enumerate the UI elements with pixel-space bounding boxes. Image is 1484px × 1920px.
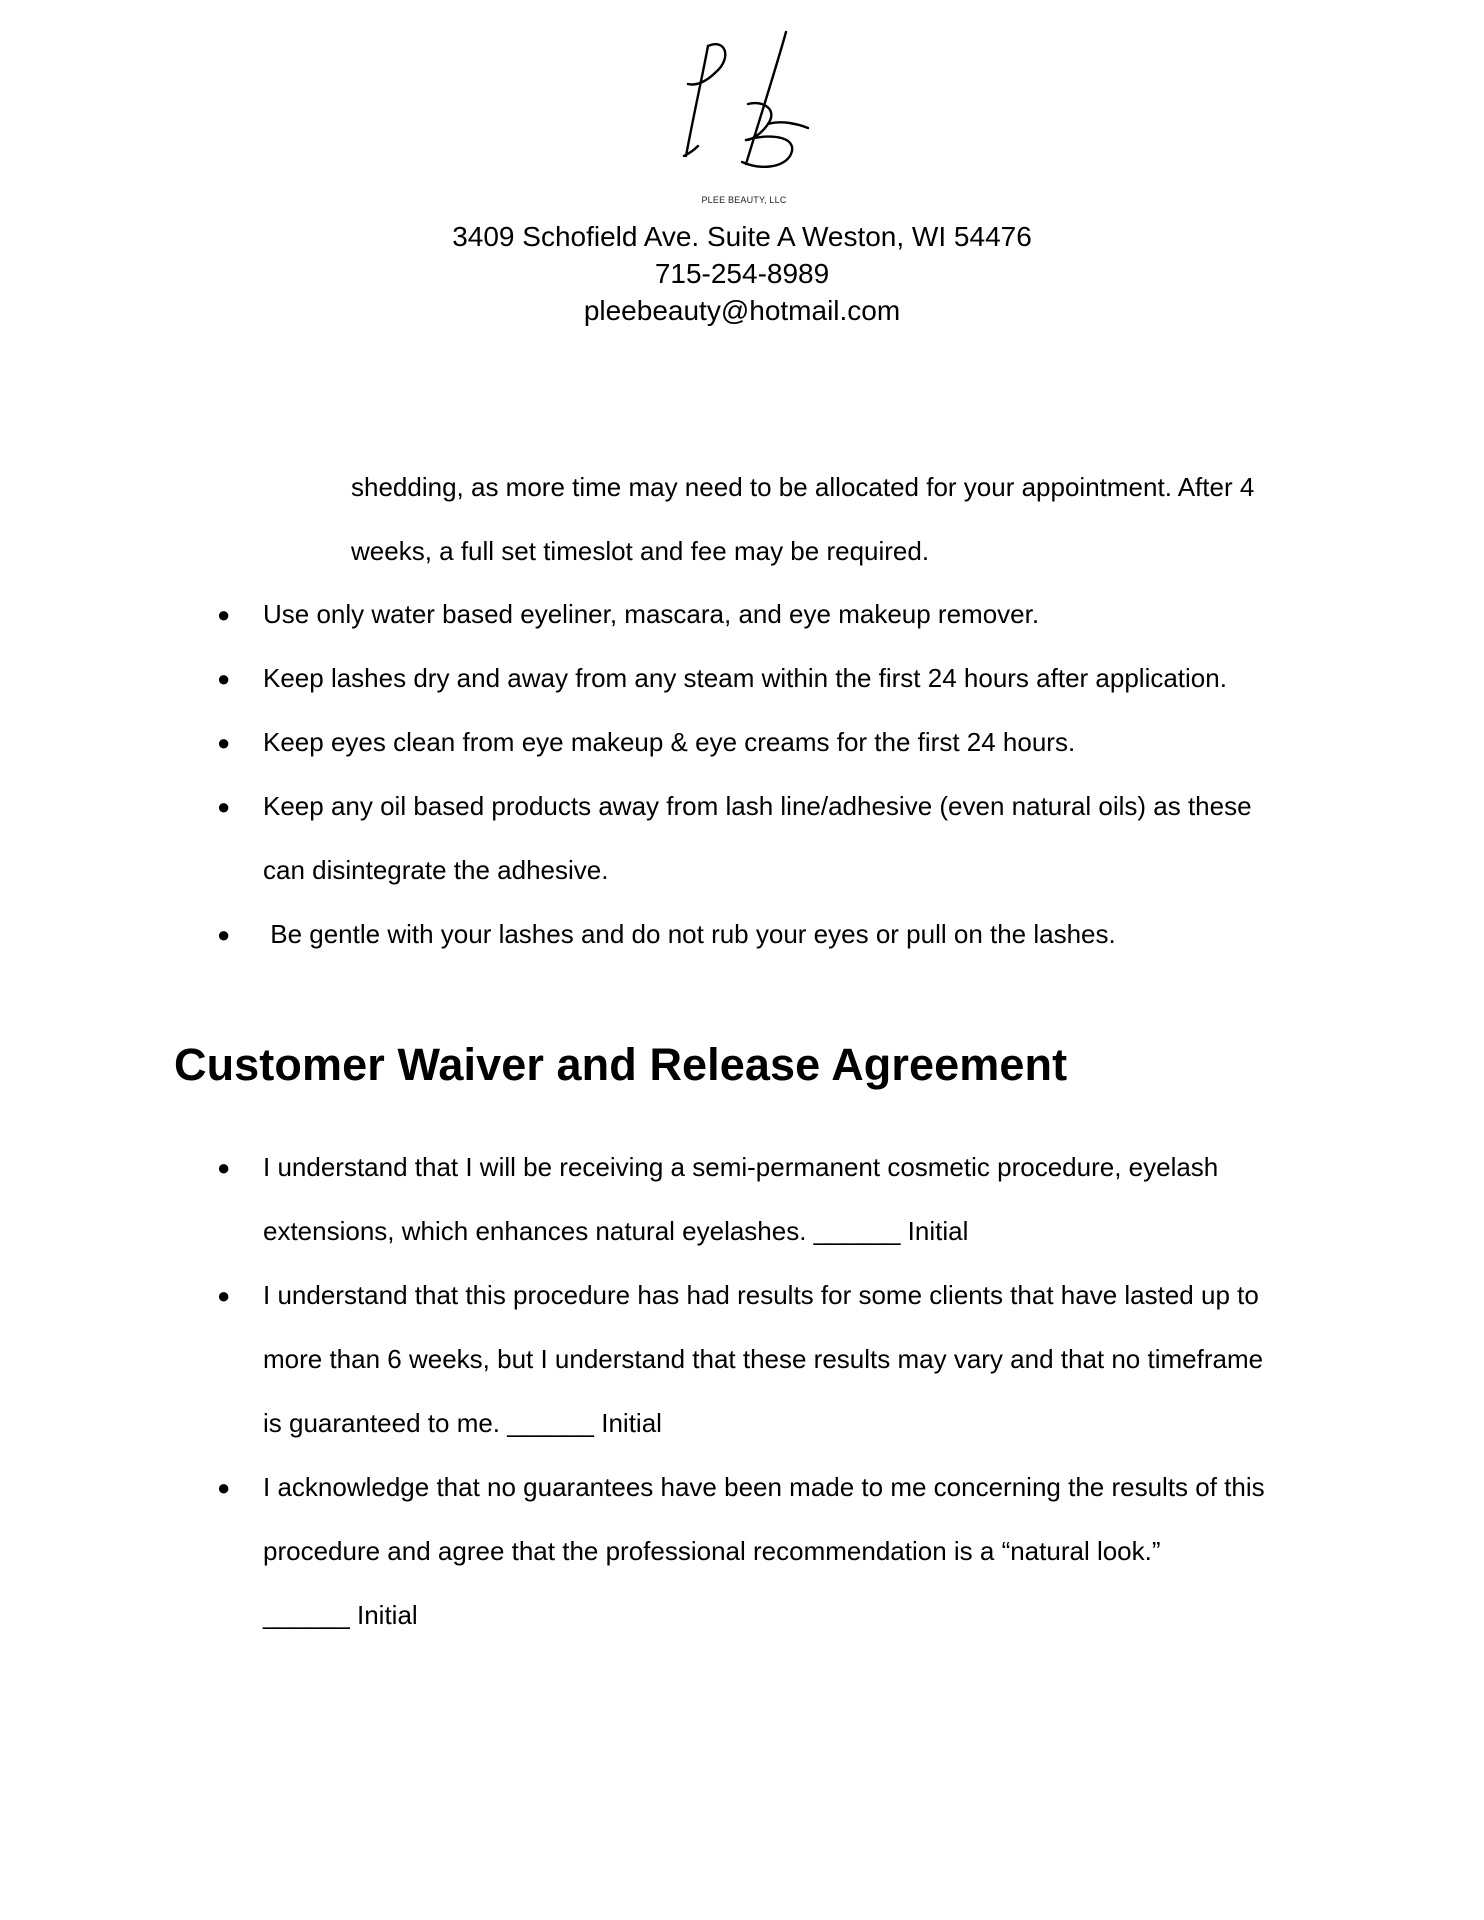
- waiver-bullet-text: ______ Initial: [263, 1600, 418, 1630]
- aftercare-bullet-text: Be gentle with your lashes and do not rub your eyes or pull on the lashes.: [263, 919, 1116, 949]
- bullet-marker: ●: [217, 1283, 231, 1308]
- waiver-heading: Customer Waiver and Release Agreement: [174, 1039, 1068, 1090]
- signature-monogram-icon: [664, 28, 824, 168]
- waiver-bullet-text: I acknowledge that no guarantees have been made to me concerning the results of this: [263, 1472, 1265, 1502]
- aftercare-bullet-text: Keep eyes clean from eye makeup & eye creams for the first 24 hours.: [263, 727, 1076, 757]
- bullet-marker: ●: [217, 1155, 231, 1180]
- aftercare-continuation-line: shedding, as more time may need to be allocated for your appointment. After 4: [351, 472, 1255, 502]
- waiver-bullet-text: I understand that I will be receiving a semi-permanent cosmetic procedure, eyelash: [263, 1152, 1219, 1182]
- plee-beauty-logo: [664, 28, 824, 168]
- bullet-marker: ●: [217, 794, 231, 819]
- bullet-marker: ●: [217, 666, 231, 691]
- waiver-bullet-text: I understand that this procedure has had results for some clients that have lasted up to: [263, 1280, 1259, 1310]
- bullet-marker: ●: [217, 1475, 231, 1500]
- aftercare-bullet-text: Keep any oil based products away from lash line/adhesive (even natural oils) as these: [263, 791, 1252, 821]
- bullet-marker: ●: [217, 922, 231, 947]
- business-address: 3409 Schofield Ave. Suite A Weston, WI 54476: [452, 221, 1032, 252]
- waiver-bullet-text: extensions, which enhances natural eyelashes. ______ Initial: [263, 1216, 969, 1246]
- waiver-bullet-text: is guaranteed to me. ______ Initial: [263, 1408, 662, 1438]
- logo-caption: PLEE BEAUTY, LLC: [701, 195, 787, 205]
- aftercare-continuation-line: weeks, a full set timeslot and fee may be required.: [351, 536, 930, 566]
- bullet-marker: ●: [217, 602, 231, 627]
- aftercare-bullet-text: can disintegrate the adhesive.: [263, 855, 609, 885]
- aftercare-bullet-text: Keep lashes dry and away from any steam within the first 24 hours after application.: [263, 663, 1227, 693]
- business-phone: 715-254-8989: [654, 258, 830, 289]
- bullet-marker: ●: [217, 730, 231, 755]
- waiver-bullet-text: more than 6 weeks, but I understand that these results may vary and that no timeframe: [263, 1344, 1264, 1374]
- aftercare-bullet-text: Use only water based eyeliner, mascara, and eye makeup remover.: [263, 599, 1040, 629]
- business-email: pleebeauty@hotmail.com: [583, 295, 901, 326]
- waiver-bullet-text: procedure and agree that the professional recommendation is a “natural look.”: [263, 1536, 1161, 1566]
